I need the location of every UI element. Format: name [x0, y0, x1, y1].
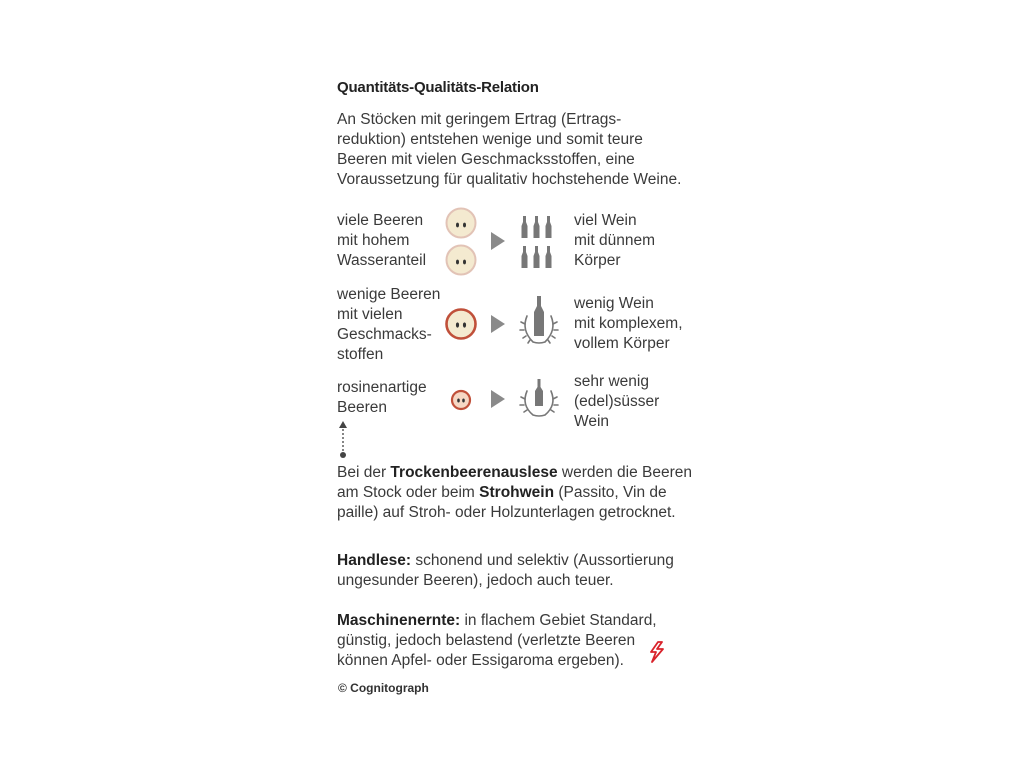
maschinenernte-paragraph	[337, 611, 657, 671]
row2-left-label	[337, 285, 440, 365]
label-line: Geschmacks-	[337, 326, 432, 343]
row1-right-label	[574, 211, 655, 271]
term-maschinenernte: Maschinenernte:	[337, 612, 461, 629]
paragraph-line	[337, 551, 674, 571]
text-span: Bei der	[337, 464, 391, 481]
arrow-right-icon	[490, 314, 506, 334]
dotted-arrow-connector	[337, 420, 349, 460]
label-line: stoffen	[337, 346, 384, 363]
row3-right-label	[574, 372, 659, 432]
paragraph-line	[337, 463, 692, 483]
label-line: Wasseranteil	[337, 252, 427, 269]
label-line: wenig Wein	[574, 295, 654, 312]
text-span: in flachem Gebiet Standard,	[460, 612, 657, 629]
intro-line: Voraussetzung für qualitativ hochstehende Weine.	[337, 171, 682, 188]
lightning-icon	[648, 641, 666, 663]
label-line: viele Beeren	[337, 212, 424, 229]
label-line: rosinenartige	[337, 379, 427, 396]
term-handlese: Handlese:	[337, 552, 412, 569]
intro-line: Beeren mit vielen Geschmacksstoffen, eine	[337, 151, 635, 168]
paragraph-line	[337, 483, 692, 503]
label-line: mit vielen	[337, 306, 403, 323]
label-line: mit hohem	[337, 232, 410, 249]
paragraph-line	[337, 611, 657, 631]
paragraph-line: ungesunder Beeren), jedoch auch teuer.	[337, 572, 614, 589]
label-line: vollem Körper	[574, 335, 670, 352]
page-title: Quantitäts-Qualitäts-Relation	[337, 79, 539, 96]
label-line: mit dünnem	[574, 232, 655, 249]
label-line: Körper	[574, 252, 621, 269]
laurel-wreath-icon	[519, 377, 559, 421]
grape-berry-icon	[444, 307, 478, 341]
text-span: schonend und selektiv (Aussortierung	[411, 552, 674, 569]
paragraph-line: günstig, jedoch belastend (verletzte Beeren	[337, 632, 636, 649]
label-line: sehr wenig	[574, 373, 649, 390]
row1-left-label	[337, 211, 426, 271]
text-span: werden die Beeren	[557, 464, 692, 481]
row2-right-label	[574, 294, 683, 354]
handlese-paragraph	[337, 551, 674, 591]
paragraph-line: paille) auf Stroh- oder Holzunterlagen getrocknet.	[337, 504, 676, 521]
trockenbeeren-paragraph	[337, 463, 692, 523]
copyright-notice: © Cognitograph	[338, 681, 429, 695]
label-line: Beeren	[337, 399, 387, 416]
intro-paragraph	[337, 110, 681, 190]
term-trockenbeerenauslese: Trockenbeerenauslese	[390, 464, 558, 481]
label-line: (edel)süsser	[574, 393, 660, 410]
label-line: viel Wein	[574, 212, 637, 229]
row3-left-label	[337, 378, 427, 418]
intro-line: An Stöcken mit geringem Ertrag (Ertrags-	[337, 111, 622, 128]
text-span: am Stock oder beim	[337, 484, 480, 501]
label-line: wenige Beeren	[337, 286, 441, 303]
label-line: Wein	[574, 413, 610, 430]
laurel-wreath-icon	[519, 294, 559, 348]
grape-berry-icon	[450, 389, 472, 411]
grape-berry-icon	[444, 207, 478, 277]
arrow-right-icon	[490, 389, 506, 409]
arrow-right-icon	[490, 231, 506, 251]
term-strohwein: Strohwein	[479, 484, 555, 501]
text-span: (Passito, Vin de	[554, 484, 667, 501]
paragraph-line: können Apfel- oder Essigaroma ergeben).	[337, 652, 624, 669]
label-line: mit komplexem,	[574, 315, 683, 332]
intro-line: reduktion) entstehen wenige und somit teure	[337, 131, 643, 148]
wine-bottle-icon	[520, 214, 558, 270]
